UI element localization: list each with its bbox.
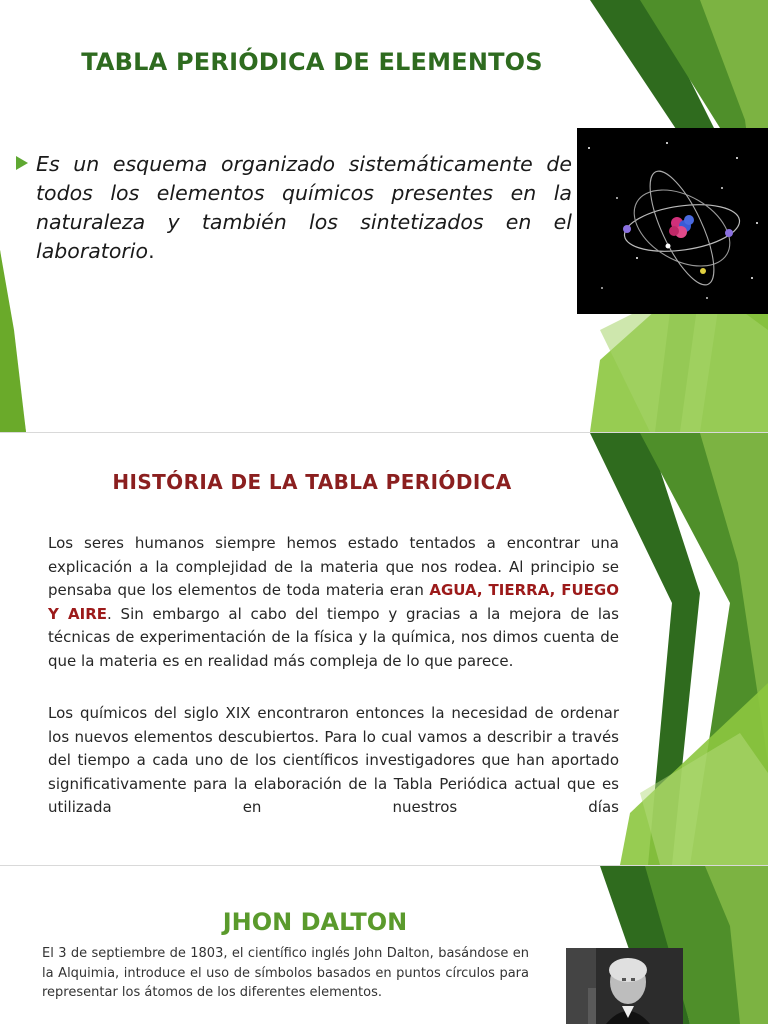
- four-elements-highlight: AGUA, TIERRA, FUEGO Y AIRE: [48, 581, 619, 623]
- dalton-portrait: [566, 948, 683, 1024]
- left-green-shade: [0, 250, 26, 432]
- history-title: HISTÓRIA DE LA TABLA PERIÓDICA: [112, 470, 512, 494]
- atom-image: [577, 128, 768, 314]
- bullet-text: Es un esquema organizado sistemáticamente de todos los elementos químicos presentes en la naturaleza y también los sintetizados en el laboratorio.: [36, 152, 572, 263]
- slide-1: [0, 0, 768, 432]
- bullet-item: [16, 150, 572, 266]
- page-title: TABLA PERIÓDICA DE ELEMENTOS: [81, 48, 543, 76]
- history-paragraph-1: Los seres humanos siempre hemos estado tentados a encontrar una explicación a la complejidad de la materia que nos rodea. Al principio se pensaba que los elementos de toda materia eran AGUA, TIERRA, FUEGO Y AIRE. Sin embargo al cabo del tiempo y gracias a la mejora de las técnicas de experimentación de la física y la química, nos dimos cuenta de que la materia es en realidad más compleja de lo que parece.: [48, 534, 619, 670]
- dalton-title: JHON DALTON: [222, 908, 408, 936]
- triangle-bullet-icon: [16, 156, 28, 170]
- history-paragraph-2: Los químicos del siglo XIX encontraron entonces la necesidad de ordenar los nuevos elementos descubiertos. Para lo cual vamos a describir a través del tiempo a cada uno de los científicos investigadores que han aportado significativamente para la elaboración de la Tabla Periódica actual que es utilizada en nuestros días: [48, 704, 619, 816]
- dalton-paragraph: El 3 de septiembre de 1803, el científico inglés John Dalton, basándose en la Alquimia, introduce el uso de símbolos basados en puntos círculos para representar los átomos de los diferentes elementos.: [42, 946, 529, 1000]
- atom-illustration: [577, 128, 768, 314]
- portrait-illustration: [566, 948, 683, 1024]
